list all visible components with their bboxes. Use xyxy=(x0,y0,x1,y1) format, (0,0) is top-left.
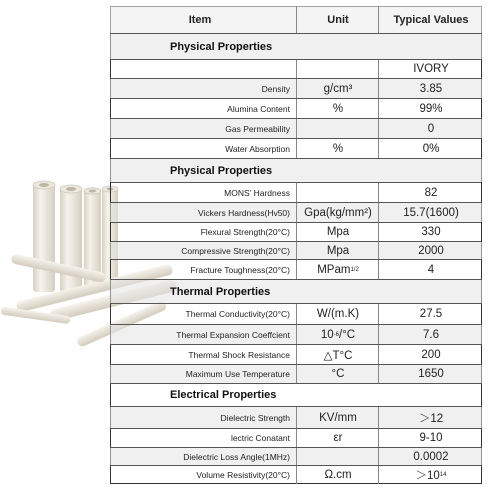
table-row: Gas Permeability 0 xyxy=(110,119,482,139)
section-title: Physical Properties xyxy=(170,164,273,177)
section-electrical xyxy=(110,384,482,407)
table-row xyxy=(110,60,482,79)
header-item: Item xyxy=(188,13,212,26)
section-title: Thermal Properties xyxy=(170,285,271,298)
table-row: Flexural Strength(20°C) Mpa 330 xyxy=(110,223,482,242)
table-row: Volume Resistivity(20°C) Ω.cm ＞10 14 xyxy=(110,466,482,484)
table-row: Thermal Expansion Coeffcient 10 -6 /°C 7.6 xyxy=(110,325,482,345)
table-row: Thermal Conductivity(20°C) W/(m.K) 27.5 xyxy=(110,304,482,325)
header-values: Typical Values xyxy=(378,6,483,33)
table-row: Maximum Use Temperature °C 1650 xyxy=(110,365,482,384)
table-header xyxy=(110,6,482,34)
header-unit: Unit xyxy=(296,6,379,33)
table-row: Dielectric Loss Angle(1MHz) 0.0002 xyxy=(110,448,482,466)
table-row: Dielectric Strength KV/mm ＞12 xyxy=(110,407,482,429)
section-physical-1 xyxy=(110,34,482,60)
table-row: Fracture Toughness(20°C) MPam 1/2 4 xyxy=(110,260,482,280)
section-title: Physical Properties xyxy=(170,40,273,53)
table-row: Density g/cm³ 3.85 xyxy=(110,79,482,99)
color-value: IVORY xyxy=(378,60,483,78)
table-row: lectric Conatant εr 9-10 xyxy=(110,429,482,448)
section-title: Electrical Properties xyxy=(170,389,277,401)
table-row: Alumina Content % 99% xyxy=(110,99,482,119)
table-row: Compressive Strength(20°C) Mpa 2000 xyxy=(110,242,482,260)
table-row: Water Absorption % 0% xyxy=(110,139,482,159)
section-thermal xyxy=(110,280,482,304)
section-physical-2 xyxy=(110,159,482,183)
table-row: MONS’ Hardness 82 xyxy=(110,183,482,203)
table-row: Thermal Shock Resistance △T°C 200 xyxy=(110,345,482,365)
table-row: Vickers Hardness(Hv50) Gpa(kg/mm²) 15.7(1600) xyxy=(110,203,482,223)
